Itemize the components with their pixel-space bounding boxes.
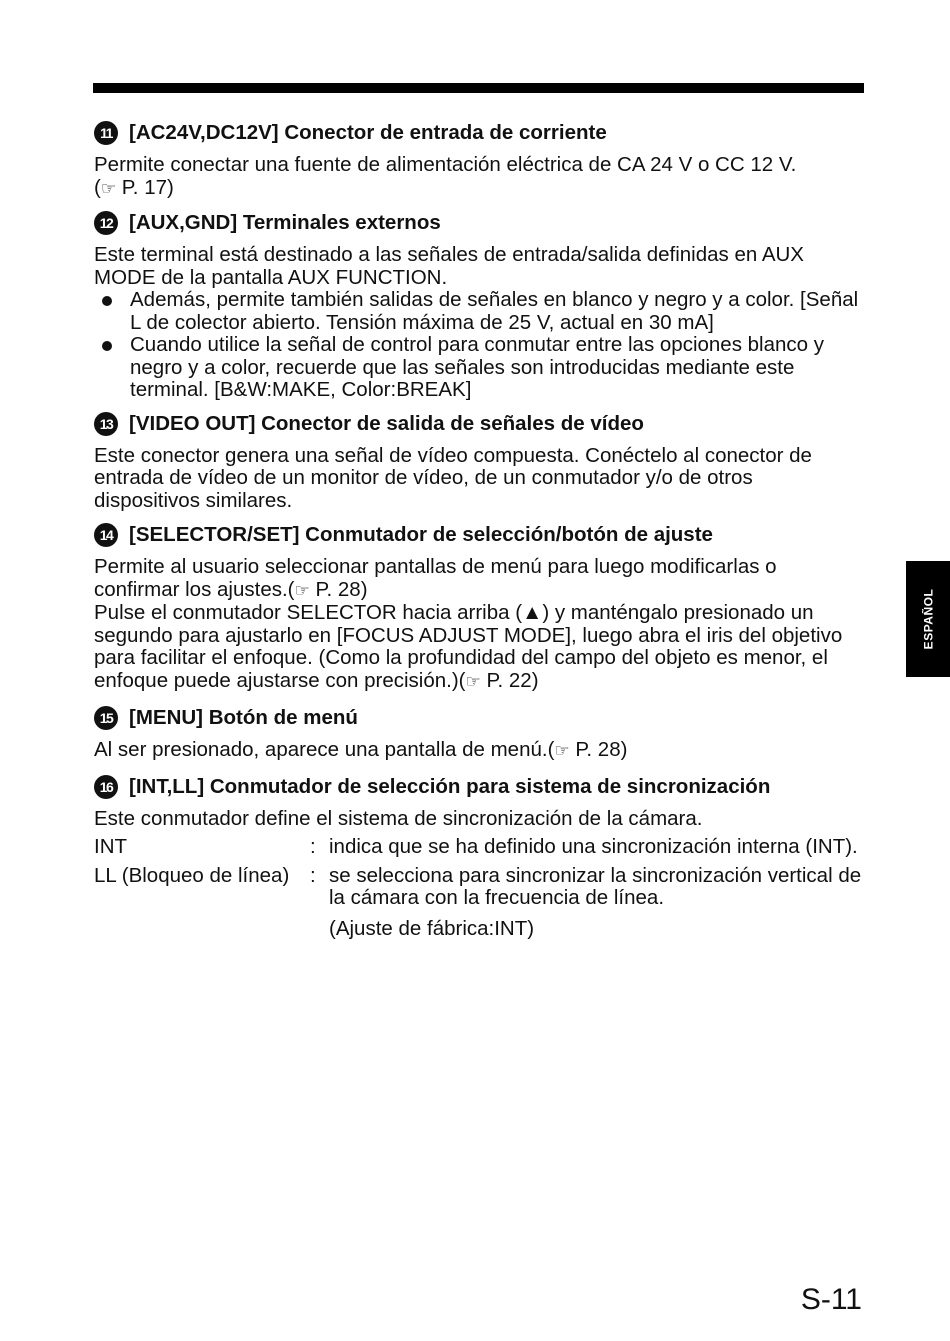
page-content bbox=[94, 108, 864, 940]
page-ref: P. 28) bbox=[315, 577, 368, 601]
page-number: S-11 bbox=[800, 1283, 862, 1316]
section-title: [SELECTOR/SET] Conmutador de selección/botón de ajuste bbox=[129, 523, 713, 546]
section-number: 16 bbox=[94, 775, 118, 799]
text-run: Pulse el conmutador SELECTOR hacia arriba (▲) y manténgalo presionado un segundo para ajustarlo en [FOCUS ADJUST MODE], luego abra el iris del objetivo para facilitar el enfoque. (Como la profundidad del campo del objeto es menor, el enfoque puede ajustarse con precisión.)( bbox=[94, 601, 843, 692]
section-number: 14 bbox=[94, 523, 118, 547]
top-rule bbox=[93, 83, 864, 93]
section-16 bbox=[94, 774, 864, 941]
section-14 bbox=[94, 522, 864, 693]
language-side-tab bbox=[906, 561, 950, 677]
definition-desc: indica que se ha definido una sincronización interna (INT). bbox=[329, 835, 858, 858]
section-11 bbox=[94, 120, 864, 200]
pointing-hand-icon: ☞ bbox=[294, 580, 310, 600]
section-title: [AC24V,DC12V] Conector de entrada de corriente bbox=[129, 121, 607, 144]
section-text: Este conector genera una señal de vídeo compuesta. Conéctelo al conector de entrada de vídeo de un monitor de vídeo, de un conmutador y/o de otros dispositivos similares. bbox=[94, 443, 812, 512]
definition-desc: se selecciona para sincronizar la sincronización vertical de la cámara con la frecuencia de línea. bbox=[329, 863, 862, 909]
definition-colon: : bbox=[310, 835, 316, 858]
section-title: [VIDEO OUT] Conector de salida de señales de vídeo bbox=[129, 411, 644, 435]
text-run: Al ser presionado, aparece una pantalla de menú.( bbox=[94, 738, 555, 761]
section-number: 15 bbox=[94, 706, 118, 730]
section-number: 12 bbox=[94, 211, 118, 235]
section-13 bbox=[94, 411, 864, 513]
section-text bbox=[94, 556, 864, 693]
section-heading bbox=[94, 705, 864, 731]
section-title: [AUX,GND] Terminales externos bbox=[129, 211, 441, 234]
text-run: Permite conectar una fuente de alimentación eléctrica de CA 24 V o CC 12 V. bbox=[94, 153, 797, 176]
section-text: Este conmutador define el sistema de sincronización de la cámara. bbox=[94, 806, 703, 830]
definition-term: LL (Bloqueo de línea) bbox=[94, 863, 290, 887]
page-ref: P. 22) bbox=[486, 668, 539, 692]
section-number: 13 bbox=[94, 412, 118, 436]
definition-term: INT bbox=[94, 835, 128, 858]
page-ref: P. 17 bbox=[121, 175, 168, 199]
definition-row bbox=[94, 836, 864, 859]
section-heading bbox=[94, 210, 864, 236]
factory-setting-note: (Ajuste de fábrica:INT) bbox=[329, 916, 535, 940]
section-heading bbox=[94, 774, 864, 800]
section-heading bbox=[94, 411, 864, 437]
section-text: Este terminal está destinado a las señales de entrada/salida definidas en AUX MODE de la pantalla AUX FUNCTION. bbox=[94, 243, 804, 289]
side-tab-label: ESPAÑOL bbox=[921, 588, 935, 650]
section-heading bbox=[94, 120, 864, 146]
section-12 bbox=[94, 210, 864, 402]
bullet-list bbox=[94, 289, 864, 402]
section-heading bbox=[94, 522, 864, 548]
bullet-item: Cuando utilice la señal de control para conmutar entre las opciones blanco y negro y a color, recuerde que las señales son introducidas mediante este terminal. [B&W:MAKE, Color:BREAK] bbox=[94, 334, 864, 402]
pointing-hand-icon: ☞ bbox=[554, 741, 570, 760]
page-ref: P. 28) bbox=[575, 738, 628, 761]
section-15 bbox=[94, 705, 864, 763]
pointing-hand-icon: ☞ bbox=[465, 671, 481, 691]
section-number: 11 bbox=[94, 121, 118, 145]
section-text: Permite conectar una fuente de alimentación eléctrica de CA 24 V o CC 12 V. (☞ P. 17) bbox=[94, 153, 797, 199]
text-run: Permite al usuario seleccionar pantallas de menú para luego modificarlas o confirmar los ajustes.( bbox=[94, 555, 777, 601]
definition-colon: : bbox=[310, 863, 316, 887]
bullet-item: Además, permite también salidas de señales en blanco y negro y a color. [Señal L de colector abierto. Tensión máxima de 25 V, actual en 30 mA] bbox=[94, 289, 864, 334]
section-title: [INT,LL] Conmutador de selección para sistema de sincronización bbox=[129, 774, 771, 798]
definition-row bbox=[94, 865, 864, 910]
section-title: [MENU] Botón de menú bbox=[129, 706, 358, 729]
section-text bbox=[94, 739, 864, 763]
pointing-hand-icon: ☞ bbox=[100, 178, 117, 198]
